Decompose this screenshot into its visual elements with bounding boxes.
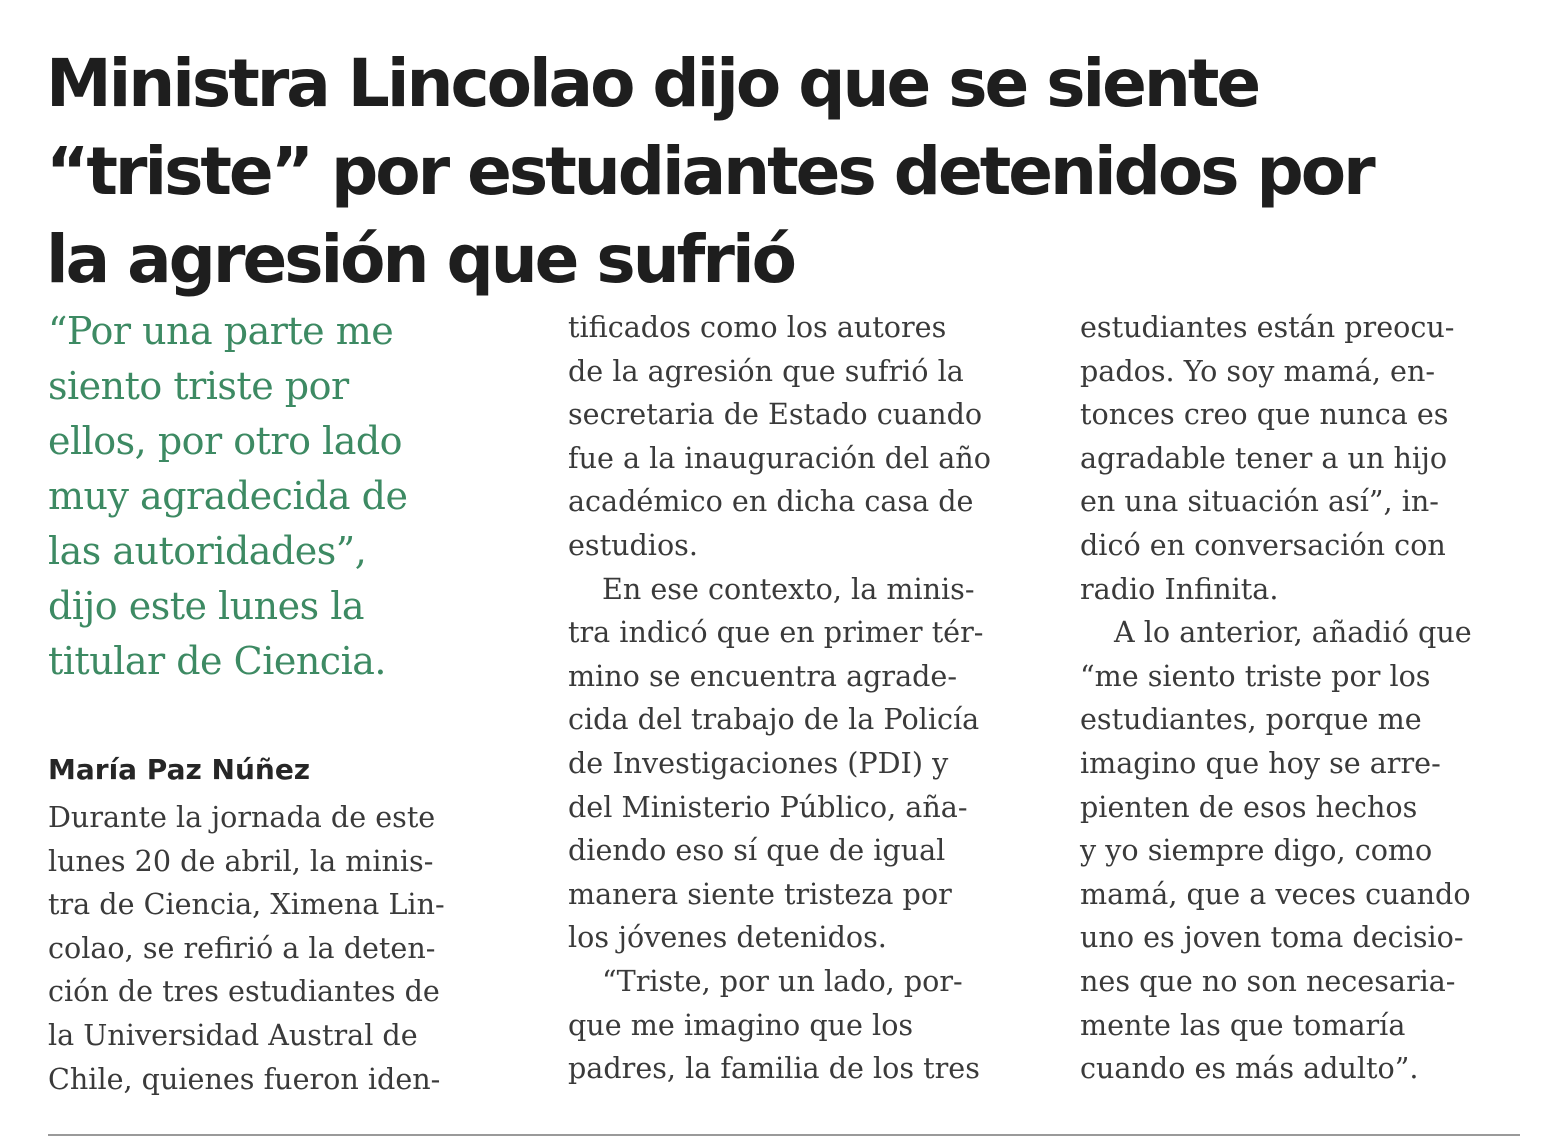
headline-line: Ministra Lincolao dijo que se siente bbox=[46, 45, 1259, 122]
body-line: radio Infinita. bbox=[1080, 571, 1279, 606]
body-line: tificados como los autores bbox=[568, 310, 947, 344]
body-line: del Ministerio Público, aña- bbox=[568, 789, 968, 824]
body-line: de Investigaciones (PDI) y bbox=[568, 745, 949, 780]
body-line: y yo siempre digo, como bbox=[1080, 833, 1433, 868]
headline-line: “triste” por estudiantes detenidos por bbox=[46, 133, 1373, 210]
body-line: A lo anterior, añadió que bbox=[1114, 615, 1472, 650]
pull-quote-line: “Por una parte me bbox=[48, 309, 394, 353]
pull-quote-line: las autoridades”, bbox=[48, 529, 367, 573]
body-line: “Triste, por un lado, por- bbox=[602, 963, 963, 998]
body-column-3 bbox=[1080, 306, 1510, 1091]
body-line: manera siente tristeza por bbox=[568, 876, 952, 911]
headline-line: la agresión que sufrió bbox=[46, 221, 794, 298]
body-line: tra de Ciencia, Ximena Lin- bbox=[48, 887, 445, 922]
body-line: imagino que hoy se arre- bbox=[1080, 745, 1441, 780]
pull-quote-line: titular de Ciencia. bbox=[48, 639, 386, 683]
body-line: la Universidad Austral de bbox=[48, 1017, 418, 1052]
body-line: tra indicó que en primer tér- bbox=[568, 615, 984, 650]
body-line: Durante la jornada de este bbox=[48, 800, 436, 834]
author-byline: María Paz Núñez bbox=[48, 753, 311, 786]
body-line: cida del trabajo de la Policía bbox=[568, 702, 980, 737]
body-line: estudiantes, porque me bbox=[1080, 702, 1422, 737]
body-line: de la agresión que sufrió la bbox=[568, 353, 964, 388]
body-line: en una situación así”, in- bbox=[1080, 484, 1439, 519]
body-line: fue a la inauguración del año bbox=[568, 440, 991, 475]
body-line: pienten de esos hechos bbox=[1080, 789, 1418, 824]
body-line: lunes 20 de abril, la minis- bbox=[48, 843, 434, 878]
body-line: “me siento triste por los bbox=[1080, 658, 1431, 693]
body-line: estudiantes están preocu- bbox=[1080, 310, 1455, 344]
pull-quote-line: siento triste por bbox=[48, 364, 349, 408]
body-line: Chile, quienes fueron iden- bbox=[48, 1061, 441, 1096]
pull-quote bbox=[48, 304, 518, 689]
body-line: los jóvenes detenidos. bbox=[568, 920, 887, 955]
body-line: mente las que tomaría bbox=[1080, 1007, 1406, 1042]
body-line: En ese contexto, la minis- bbox=[602, 571, 975, 606]
body-line: uno es joven toma decisio- bbox=[1080, 920, 1464, 955]
body-line: diendo eso sí que de igual bbox=[568, 833, 946, 868]
pull-quote-line: ellos, por otro lado bbox=[48, 419, 403, 463]
body-line: colao, se refirió a la deten- bbox=[48, 930, 436, 965]
body-line: agradable tener a un hijo bbox=[1080, 440, 1448, 475]
body-column-2 bbox=[568, 306, 1030, 1091]
body-line: estudios. bbox=[568, 527, 698, 562]
body-line: tonces creo que nunca es bbox=[1080, 397, 1449, 432]
body-line: académico en dicha casa de bbox=[568, 484, 974, 519]
bottom-divider bbox=[48, 1134, 1520, 1136]
body-line: pados. Yo soy mamá, en- bbox=[1080, 353, 1436, 388]
body-line: mino se encuentra agrade- bbox=[568, 658, 958, 693]
body-line: mamá, que a veces cuando bbox=[1080, 876, 1471, 911]
body-line: que me imagino que los bbox=[568, 1007, 914, 1042]
body-line: ción de tres estudiantes de bbox=[48, 974, 440, 1009]
body-line: dicó en conversación con bbox=[1080, 527, 1446, 562]
body-line: secretaria de Estado cuando bbox=[568, 397, 983, 432]
pull-quote-line: muy agradecida de bbox=[48, 474, 408, 518]
headline bbox=[46, 40, 1526, 304]
pull-quote-line: dijo este lunes la bbox=[48, 584, 365, 628]
body-line: nes que no son necesaria- bbox=[1080, 963, 1456, 998]
body-column-1 bbox=[48, 796, 518, 1101]
body-line: cuando es más adulto”. bbox=[1080, 1051, 1419, 1086]
body-line: padres, la familia de los tres bbox=[568, 1051, 980, 1086]
